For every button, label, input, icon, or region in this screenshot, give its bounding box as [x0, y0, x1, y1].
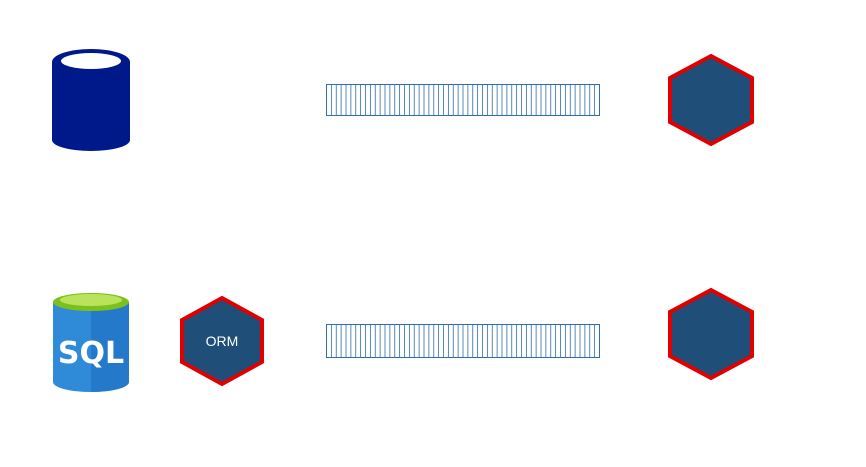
sql-database-icon [53, 293, 129, 392]
database-icon [52, 49, 130, 151]
sql-label: SQL [57, 336, 125, 371]
orm-label: ORM [205, 333, 239, 349]
message-queue-top [327, 85, 600, 116]
orm-hexagon [182, 298, 262, 384]
service-hexagon-top [670, 56, 752, 144]
service-hexagon-bottom [670, 290, 752, 378]
message-queue-bottom [327, 325, 600, 358]
